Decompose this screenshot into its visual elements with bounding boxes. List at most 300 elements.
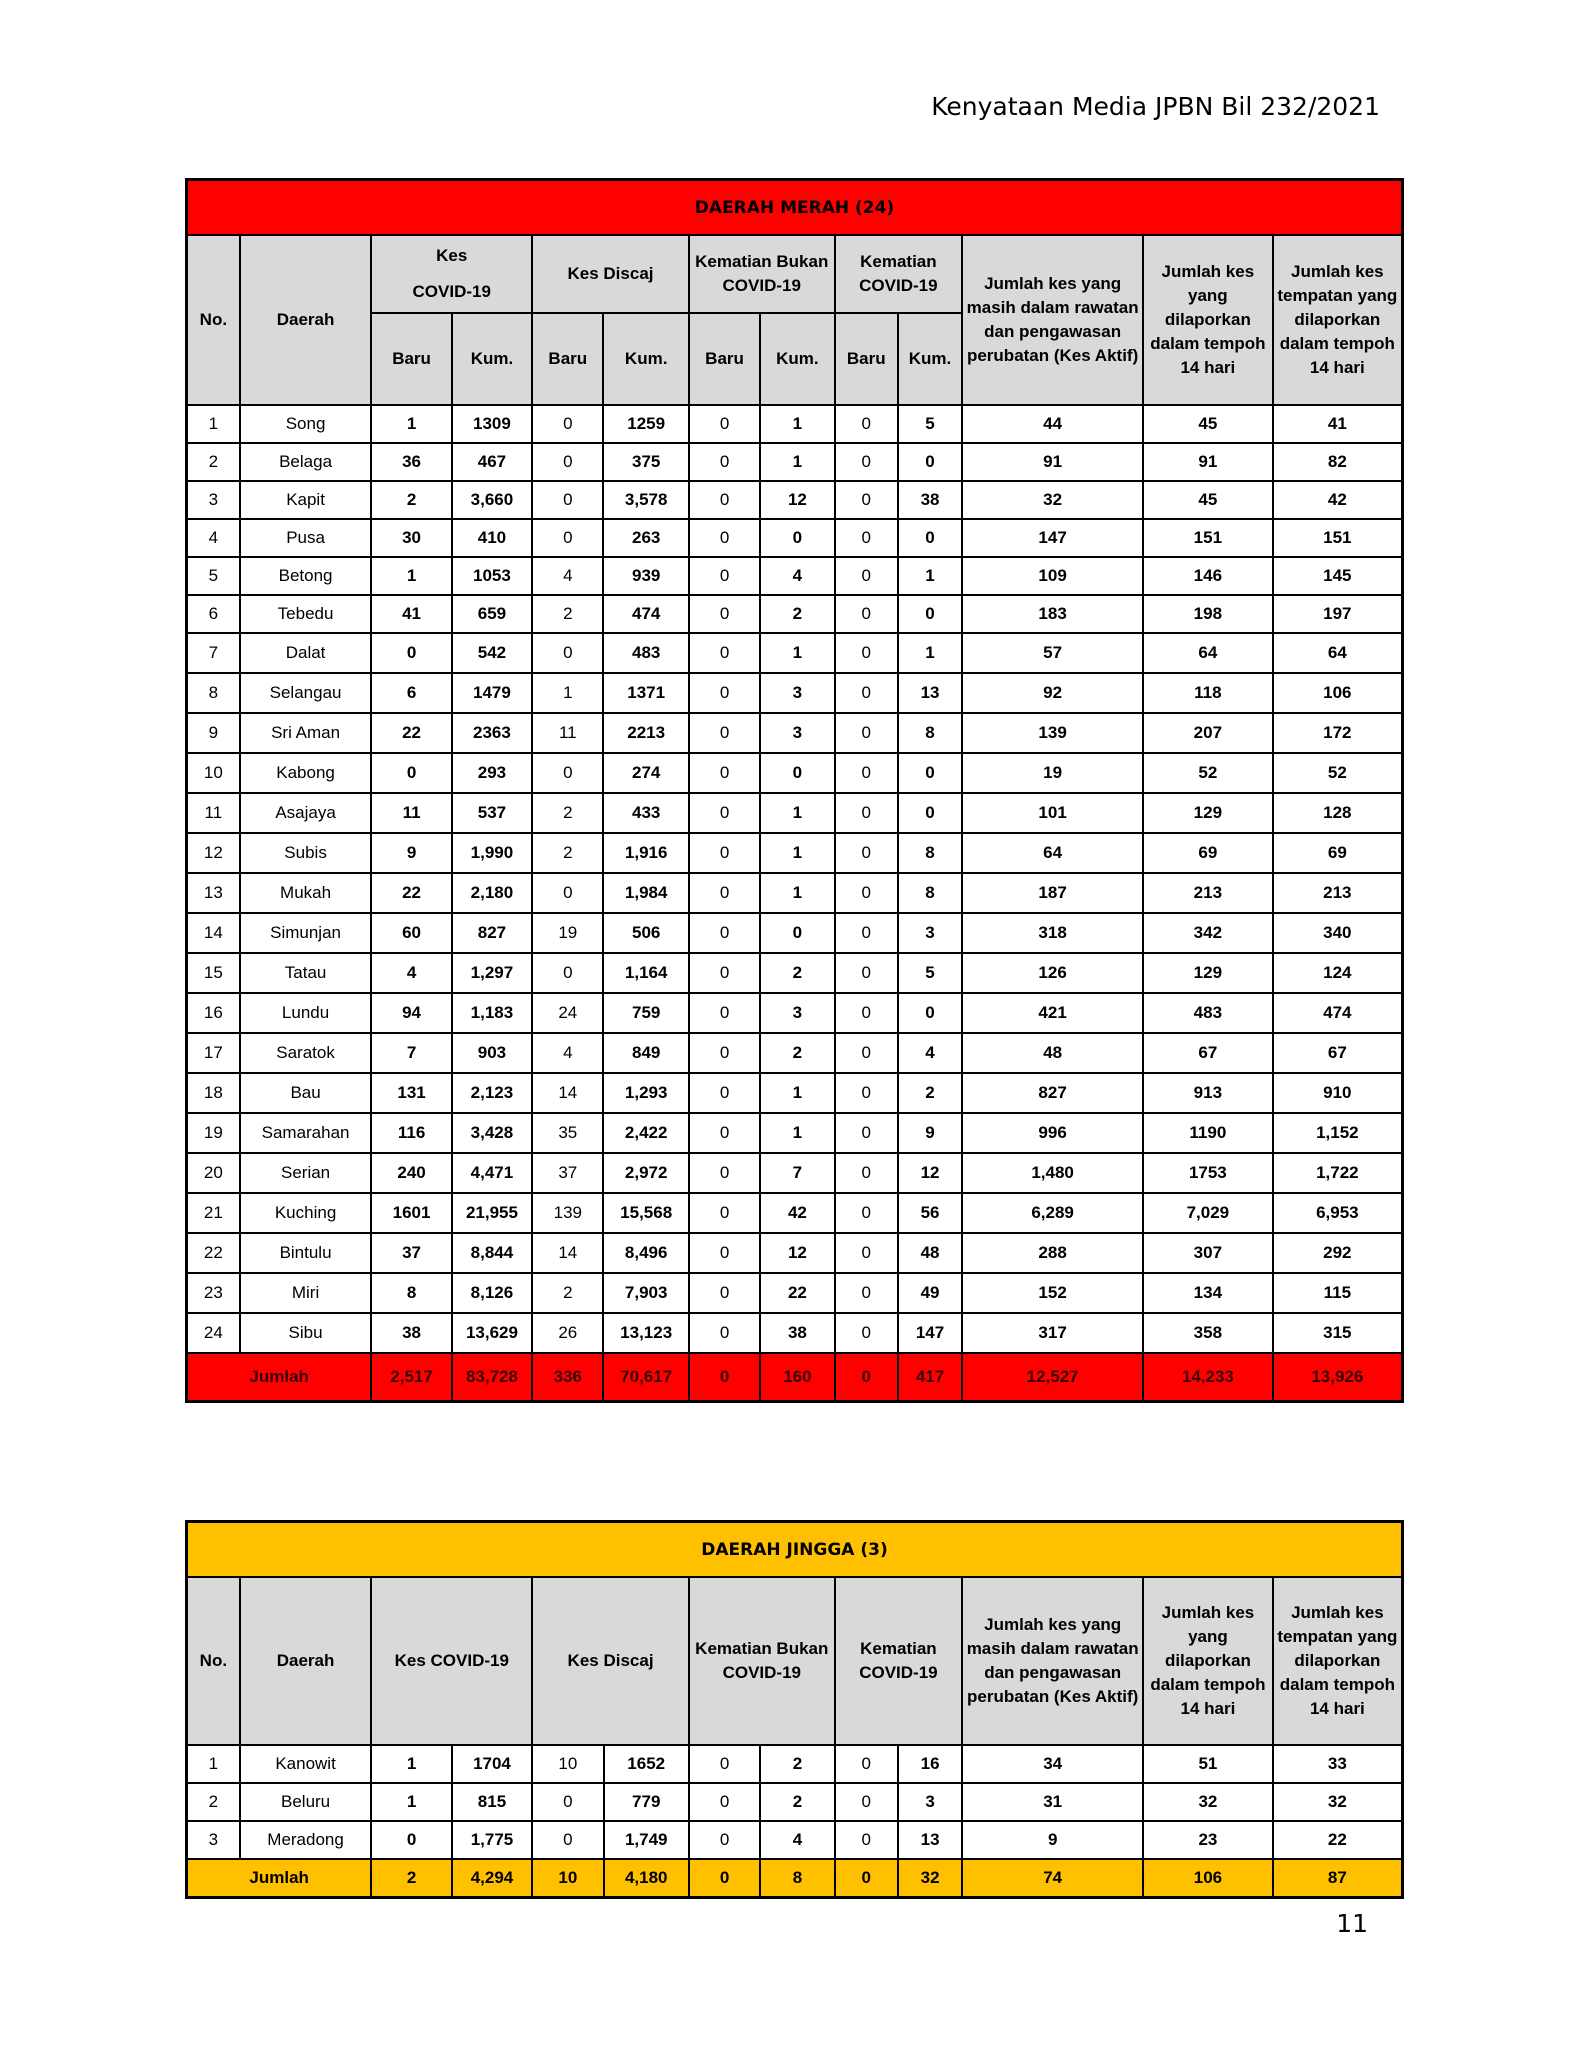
row-no-cell: 1 (187, 1745, 240, 1783)
table-row (187, 1745, 1403, 1783)
tempatan-14-hari-cell: 41 (1273, 405, 1403, 443)
discaj-kum-cell: 849 (603, 1033, 688, 1073)
table-row (187, 873, 1403, 913)
kematian-bukan-baru-cell: 0 (689, 1313, 760, 1353)
kematian-kum-cell: 3 (898, 1783, 962, 1821)
row-no-cell: 24 (187, 1313, 240, 1353)
orange-zone-title: DAERAH JINGGA (3) (187, 1522, 1403, 1578)
discaj-kum-cell: 2213 (603, 713, 688, 753)
row-no-cell: 13 (187, 873, 240, 913)
kes-aktif-cell: 44 (962, 405, 1143, 443)
col-kum: Kum. (603, 313, 688, 405)
table-row (187, 953, 1403, 993)
kes-aktif-cell: 64 (962, 833, 1143, 873)
tempatan-14-hari-cell: 32 (1273, 1783, 1403, 1821)
discaj-baru-cell: 2 (532, 595, 603, 633)
discaj-kum-cell: 3,578 (603, 481, 688, 519)
row-no-cell: 16 (187, 993, 240, 1033)
tempatan-14-hari-cell: 6,953 (1273, 1193, 1403, 1233)
table-row (187, 1273, 1403, 1313)
kes-kum-cell: 1704 (452, 1745, 532, 1783)
row-daerah-cell: Lundu (240, 993, 372, 1033)
dilaporkan-14-hari-cell: 7,029 (1143, 1193, 1273, 1233)
kes-aktif-cell: 57 (962, 633, 1143, 673)
kematian-bukan-kum-cell: 4 (760, 557, 834, 595)
kematian-kum-cell: 0 (898, 793, 962, 833)
kematian-kum-cell: 0 (898, 753, 962, 793)
row-daerah-cell: Pusa (240, 519, 372, 557)
total-label: Jumlah (187, 1353, 372, 1401)
row-no-cell: 5 (187, 557, 240, 595)
discaj-baru-cell: 0 (532, 405, 603, 443)
kematian-bukan-baru-cell: 0 (689, 1033, 760, 1073)
kematian-bukan-kum-cell: 38 (760, 1313, 834, 1353)
kes-baru-cell: 0 (371, 1821, 451, 1859)
discaj-kum-cell: 433 (603, 793, 688, 833)
kematian-bukan-baru-cell: 0 (689, 1193, 760, 1233)
dilaporkan-14-hari-cell: 134 (1143, 1273, 1273, 1313)
kes-baru-cell: 30 (371, 519, 451, 557)
col-kematian: Kematian COVID-19 (835, 1577, 963, 1745)
discaj-kum-cell: 1259 (603, 405, 688, 443)
total-cell: 87 (1273, 1859, 1403, 1897)
discaj-kum-cell: 375 (603, 443, 688, 481)
kematian-bukan-kum-cell: 2 (760, 1745, 834, 1783)
kes-aktif-cell: 152 (962, 1273, 1143, 1313)
kes-kum-cell: 467 (452, 443, 532, 481)
dilaporkan-14-hari-cell: 146 (1143, 557, 1273, 595)
kematian-kum-cell: 147 (898, 1313, 962, 1353)
discaj-kum-cell: 2,972 (603, 1153, 688, 1193)
dilaporkan-14-hari-cell: 129 (1143, 953, 1273, 993)
dilaporkan-14-hari-cell: 198 (1143, 595, 1273, 633)
kes-aktif-cell: 996 (962, 1113, 1143, 1153)
kematian-baru-cell: 0 (835, 833, 898, 873)
kematian-kum-cell: 9 (898, 1113, 962, 1153)
kematian-kum-cell: 0 (898, 519, 962, 557)
kes-baru-cell: 7 (371, 1033, 451, 1073)
tempatan-14-hari-cell: 42 (1273, 481, 1403, 519)
col-baru: Baru (835, 313, 898, 405)
dilaporkan-14-hari-cell: 45 (1143, 481, 1273, 519)
tempatan-14-hari-cell: 1,722 (1273, 1153, 1403, 1193)
kes-baru-cell: 36 (371, 443, 451, 481)
kes-baru-cell: 1 (371, 1783, 451, 1821)
tempatan-14-hari-cell: 197 (1273, 595, 1403, 633)
kematian-baru-cell: 0 (835, 993, 898, 1033)
tempatan-14-hari-cell: 292 (1273, 1233, 1403, 1273)
col-kum: Kum. (898, 313, 962, 405)
kes-kum-cell: 2,123 (452, 1073, 532, 1113)
table-row (187, 1821, 1403, 1859)
table-row (187, 481, 1403, 519)
col-kematian-bukan: Kematian Bukan COVID-19 (689, 235, 835, 313)
kematian-baru-cell: 0 (835, 405, 898, 443)
table-row (187, 1153, 1403, 1193)
row-daerah-cell: Kanowit (240, 1745, 372, 1783)
col-no: No. (187, 235, 240, 405)
kes-baru-cell: 4 (371, 953, 451, 993)
kematian-kum-cell: 2 (898, 1073, 962, 1113)
discaj-baru-cell: 14 (532, 1233, 603, 1273)
kes-baru-cell: 9 (371, 833, 451, 873)
kes-baru-cell: 1601 (371, 1193, 451, 1233)
kematian-baru-cell: 0 (835, 913, 898, 953)
kes-baru-cell: 38 (371, 1313, 451, 1353)
table-row (187, 753, 1403, 793)
kes-aktif-cell: 317 (962, 1313, 1143, 1353)
red-zone-title: DAERAH MERAH (24) (187, 180, 1403, 236)
discaj-kum-cell: 1,164 (603, 953, 688, 993)
total-cell: 0 (689, 1353, 760, 1401)
kes-aktif-cell: 827 (962, 1073, 1143, 1113)
discaj-baru-cell: 37 (532, 1153, 603, 1193)
kematian-kum-cell: 13 (898, 673, 962, 713)
tempatan-14-hari-cell: 33 (1273, 1745, 1403, 1783)
kes-aktif-cell: 48 (962, 1033, 1143, 1073)
kes-kum-cell: 1,775 (452, 1821, 532, 1859)
kematian-bukan-kum-cell: 12 (760, 1233, 834, 1273)
document-header: Kenyataan Media JPBN Bil 232/2021 (931, 92, 1380, 121)
discaj-baru-cell: 4 (532, 557, 603, 595)
kematian-bukan-baru-cell: 0 (689, 993, 760, 1033)
row-daerah-cell: Beluru (240, 1783, 372, 1821)
kes-baru-cell: 131 (371, 1073, 451, 1113)
col-baru: Baru (532, 313, 603, 405)
discaj-kum-cell: 474 (603, 595, 688, 633)
kematian-baru-cell: 0 (835, 1233, 898, 1273)
kematian-bukan-baru-cell: 0 (689, 673, 760, 713)
kematian-bukan-baru-cell: 0 (689, 713, 760, 753)
kematian-bukan-kum-cell: 42 (760, 1193, 834, 1233)
dilaporkan-14-hari-cell: 52 (1143, 753, 1273, 793)
row-daerah-cell: Mukah (240, 873, 372, 913)
col-baru: Baru (689, 313, 760, 405)
total-cell: 4,294 (452, 1859, 532, 1897)
kes-aktif-cell: 101 (962, 793, 1143, 833)
kes-kum-cell: 903 (452, 1033, 532, 1073)
tempatan-14-hari-cell: 64 (1273, 633, 1403, 673)
kes-kum-cell: 410 (452, 519, 532, 557)
tempatan-14-hari-cell: 67 (1273, 1033, 1403, 1073)
kematian-bukan-kum-cell: 2 (760, 595, 834, 633)
kematian-baru-cell: 0 (835, 1113, 898, 1153)
dilaporkan-14-hari-cell: 118 (1143, 673, 1273, 713)
dilaporkan-14-hari-cell: 483 (1143, 993, 1273, 1033)
col-kum: Kum. (452, 313, 532, 405)
row-no-cell: 12 (187, 833, 240, 873)
discaj-baru-cell: 26 (532, 1313, 603, 1353)
discaj-baru-cell: 0 (532, 481, 603, 519)
dilaporkan-14-hari-cell: 45 (1143, 405, 1273, 443)
table-row (187, 793, 1403, 833)
table-row (187, 833, 1403, 873)
table-row (187, 1033, 1403, 1073)
dilaporkan-14-hari-cell: 51 (1143, 1745, 1273, 1783)
kematian-bukan-kum-cell: 3 (760, 673, 834, 713)
kematian-kum-cell: 1 (898, 633, 962, 673)
col-kematian-bukan: Kematian Bukan COVID-19 (689, 1577, 835, 1745)
kematian-kum-cell: 0 (898, 993, 962, 1033)
kes-kum-cell: 542 (452, 633, 532, 673)
col-kes-aktif: Jumlah kes yang masih dalam rawatan dan pengawasan perubatan (Kes Aktif) (962, 235, 1143, 405)
total-cell: 12,527 (962, 1353, 1143, 1401)
table-row (187, 1073, 1403, 1113)
row-no-cell: 11 (187, 793, 240, 833)
kematian-bukan-kum-cell: 1 (760, 443, 834, 481)
tempatan-14-hari-cell: 52 (1273, 753, 1403, 793)
row-no-cell: 8 (187, 673, 240, 713)
table-row (187, 1783, 1403, 1821)
dilaporkan-14-hari-cell: 307 (1143, 1233, 1273, 1273)
row-no-cell: 22 (187, 1233, 240, 1273)
kes-aktif-cell: 1,480 (962, 1153, 1143, 1193)
kematian-kum-cell: 4 (898, 1033, 962, 1073)
kes-kum-cell: 1,297 (452, 953, 532, 993)
discaj-kum-cell: 779 (604, 1783, 689, 1821)
dilaporkan-14-hari-cell: 358 (1143, 1313, 1273, 1353)
kematian-baru-cell: 0 (835, 557, 898, 595)
row-no-cell: 2 (187, 1783, 240, 1821)
kematian-baru-cell: 0 (835, 1193, 898, 1233)
kematian-bukan-baru-cell: 0 (689, 1745, 760, 1783)
kematian-kum-cell: 3 (898, 913, 962, 953)
dilaporkan-14-hari-cell: 91 (1143, 443, 1273, 481)
kematian-bukan-kum-cell: 1 (760, 873, 834, 913)
discaj-baru-cell: 0 (532, 1821, 603, 1859)
kes-baru-cell: 8 (371, 1273, 451, 1313)
row-no-cell: 18 (187, 1073, 240, 1113)
dilaporkan-14-hari-cell: 23 (1143, 1821, 1273, 1859)
kes-kum-cell: 21,955 (452, 1193, 532, 1233)
kes-kum-cell: 8,844 (452, 1233, 532, 1273)
tempatan-14-hari-cell: 82 (1273, 443, 1403, 481)
kematian-bukan-baru-cell: 0 (689, 405, 760, 443)
kematian-baru-cell: 0 (835, 1273, 898, 1313)
kematian-baru-cell: 0 (835, 1745, 898, 1783)
tempatan-14-hari-cell: 340 (1273, 913, 1403, 953)
kematian-baru-cell: 0 (835, 873, 898, 913)
kematian-baru-cell: 0 (835, 1033, 898, 1073)
kematian-bukan-kum-cell: 0 (760, 913, 834, 953)
kes-kum-cell: 2,180 (452, 873, 532, 913)
discaj-baru-cell: 0 (532, 953, 603, 993)
discaj-kum-cell: 7,903 (603, 1273, 688, 1313)
kematian-bukan-baru-cell: 0 (689, 953, 760, 993)
row-no-cell: 3 (187, 481, 240, 519)
kematian-bukan-kum-cell: 12 (760, 481, 834, 519)
kematian-bukan-kum-cell: 1 (760, 633, 834, 673)
dilaporkan-14-hari-cell: 1190 (1143, 1113, 1273, 1153)
kematian-bukan-kum-cell: 3 (760, 713, 834, 753)
kes-baru-cell: 0 (371, 633, 451, 673)
kematian-bukan-baru-cell: 0 (689, 1153, 760, 1193)
kematian-baru-cell: 0 (835, 1153, 898, 1193)
discaj-baru-cell: 0 (532, 519, 603, 557)
kematian-bukan-baru-cell: 0 (689, 1113, 760, 1153)
dilaporkan-14-hari-cell: 913 (1143, 1073, 1273, 1113)
total-cell: 2,517 (371, 1353, 451, 1401)
discaj-baru-cell: 11 (532, 713, 603, 753)
kematian-baru-cell: 0 (835, 793, 898, 833)
total-cell: 417 (898, 1353, 962, 1401)
discaj-kum-cell: 13,123 (603, 1313, 688, 1353)
kematian-bukan-kum-cell: 1 (760, 1113, 834, 1153)
total-cell: 2 (371, 1859, 451, 1897)
dilaporkan-14-hari-cell: 67 (1143, 1033, 1273, 1073)
kes-baru-cell: 94 (371, 993, 451, 1033)
table-row (187, 519, 1403, 557)
row-daerah-cell: Serian (240, 1153, 372, 1193)
tempatan-14-hari-cell: 115 (1273, 1273, 1403, 1313)
dilaporkan-14-hari-cell: 64 (1143, 633, 1273, 673)
kematian-bukan-kum-cell: 4 (760, 1821, 834, 1859)
col-daerah: Daerah (240, 235, 372, 405)
row-daerah-cell: Song (240, 405, 372, 443)
discaj-kum-cell: 263 (603, 519, 688, 557)
kes-baru-cell: 6 (371, 673, 451, 713)
tempatan-14-hari-cell: 145 (1273, 557, 1403, 595)
kes-baru-cell: 116 (371, 1113, 451, 1153)
col-kes-aktif: Jumlah kes yang masih dalam rawatan dan pengawasan perubatan (Kes Aktif) (962, 1577, 1143, 1745)
row-no-cell: 21 (187, 1193, 240, 1233)
kes-baru-cell: 22 (371, 713, 451, 753)
kematian-bukan-baru-cell: 0 (689, 793, 760, 833)
row-no-cell: 14 (187, 913, 240, 953)
row-no-cell: 15 (187, 953, 240, 993)
total-cell: 0 (689, 1859, 760, 1897)
row-daerah-cell: Bintulu (240, 1233, 372, 1273)
kes-kum-cell: 1309 (452, 405, 532, 443)
kes-kum-cell: 4,471 (452, 1153, 532, 1193)
col-tempatan: Jumlah kes tempatan yang dilaporkan dalam tempoh 14 hari (1273, 235, 1403, 405)
tempatan-14-hari-cell: 474 (1273, 993, 1403, 1033)
kematian-baru-cell: 0 (835, 1821, 898, 1859)
kematian-baru-cell: 0 (835, 1783, 898, 1821)
tempatan-14-hari-cell: 69 (1273, 833, 1403, 873)
discaj-kum-cell: 939 (603, 557, 688, 595)
kematian-bukan-kum-cell: 22 (760, 1273, 834, 1313)
kematian-bukan-baru-cell: 0 (689, 1821, 760, 1859)
row-daerah-cell: Meradong (240, 1821, 372, 1859)
col-tempatan: Jumlah kes tempatan yang dilaporkan dalam tempoh 14 hari (1273, 1577, 1403, 1745)
kes-aktif-cell: 9 (962, 1821, 1143, 1859)
kes-baru-cell: 240 (371, 1153, 451, 1193)
discaj-baru-cell: 0 (532, 753, 603, 793)
kematian-baru-cell: 0 (835, 1313, 898, 1353)
kematian-bukan-kum-cell: 3 (760, 993, 834, 1033)
table-row (187, 633, 1403, 673)
table-row (187, 443, 1403, 481)
tempatan-14-hari-cell: 315 (1273, 1313, 1403, 1353)
kes-aktif-cell: 91 (962, 443, 1143, 481)
col-kes-discaj: Kes Discaj (532, 1577, 689, 1745)
table-row (187, 993, 1403, 1033)
total-cell: 160 (760, 1353, 834, 1401)
tempatan-14-hari-cell: 910 (1273, 1073, 1403, 1113)
orange-zone-table (185, 1520, 1404, 1899)
kematian-bukan-kum-cell: 0 (760, 519, 834, 557)
kes-baru-cell: 11 (371, 793, 451, 833)
total-cell: 0 (835, 1353, 898, 1401)
total-cell: 336 (532, 1353, 603, 1401)
discaj-kum-cell: 1,749 (604, 1821, 689, 1859)
row-no-cell: 20 (187, 1153, 240, 1193)
table-row (187, 1193, 1403, 1233)
table-row (187, 913, 1403, 953)
kes-aktif-cell: 318 (962, 913, 1143, 953)
row-daerah-cell: Subis (240, 833, 372, 873)
discaj-kum-cell: 506 (603, 913, 688, 953)
kes-baru-cell: 37 (371, 1233, 451, 1273)
col-dilaporkan: Jumlah kes yang dilaporkan dalam tempoh 14 hari (1143, 1577, 1273, 1745)
dilaporkan-14-hari-cell: 207 (1143, 713, 1273, 753)
kematian-baru-cell: 0 (835, 673, 898, 713)
total-cell: 4,180 (604, 1859, 689, 1897)
kematian-baru-cell: 0 (835, 633, 898, 673)
col-kes-line2: COVID-19 (412, 282, 491, 301)
total-cell: 0 (835, 1859, 898, 1897)
kematian-bukan-kum-cell: 1 (760, 793, 834, 833)
discaj-baru-cell: 0 (532, 873, 603, 913)
kematian-baru-cell: 0 (835, 595, 898, 633)
kematian-bukan-baru-cell: 0 (689, 481, 760, 519)
col-daerah: Daerah (240, 1577, 372, 1745)
kes-aktif-cell: 288 (962, 1233, 1143, 1273)
discaj-baru-cell: 139 (532, 1193, 603, 1233)
row-daerah-cell: Dalat (240, 633, 372, 673)
row-daerah-cell: Bau (240, 1073, 372, 1113)
row-daerah-cell: Kuching (240, 1193, 372, 1233)
kematian-kum-cell: 5 (898, 405, 962, 443)
kematian-bukan-kum-cell: 7 (760, 1153, 834, 1193)
kes-kum-cell: 293 (452, 753, 532, 793)
kematian-baru-cell: 0 (835, 519, 898, 557)
discaj-kum-cell: 274 (603, 753, 688, 793)
row-daerah-cell: Belaga (240, 443, 372, 481)
kematian-bukan-baru-cell: 0 (689, 1073, 760, 1113)
kematian-kum-cell: 8 (898, 873, 962, 913)
kes-kum-cell: 13,629 (452, 1313, 532, 1353)
kes-aktif-cell: 31 (962, 1783, 1143, 1821)
row-no-cell: 19 (187, 1113, 240, 1153)
kematian-bukan-kum-cell: 1 (760, 405, 834, 443)
row-daerah-cell: Selangau (240, 673, 372, 713)
kes-aktif-cell: 147 (962, 519, 1143, 557)
kematian-kum-cell: 56 (898, 1193, 962, 1233)
row-daerah-cell: Tatau (240, 953, 372, 993)
kematian-baru-cell: 0 (835, 713, 898, 753)
row-no-cell: 9 (187, 713, 240, 753)
row-no-cell: 23 (187, 1273, 240, 1313)
kematian-bukan-kum-cell: 1 (760, 833, 834, 873)
tempatan-14-hari-cell: 213 (1273, 873, 1403, 913)
row-daerah-cell: Saratok (240, 1033, 372, 1073)
total-cell: 106 (1143, 1859, 1273, 1897)
kes-aktif-cell: 34 (962, 1745, 1143, 1783)
kematian-bukan-baru-cell: 0 (689, 1233, 760, 1273)
kematian-kum-cell: 38 (898, 481, 962, 519)
kes-aktif-cell: 139 (962, 713, 1143, 753)
row-daerah-cell: Simunjan (240, 913, 372, 953)
kes-aktif-cell: 19 (962, 753, 1143, 793)
row-daerah-cell: Sibu (240, 1313, 372, 1353)
total-cell: 32 (898, 1859, 962, 1897)
page-number: 11 (1336, 1909, 1368, 1938)
discaj-kum-cell: 1,293 (603, 1073, 688, 1113)
kes-aktif-cell: 126 (962, 953, 1143, 993)
total-cell: 70,617 (603, 1353, 688, 1401)
